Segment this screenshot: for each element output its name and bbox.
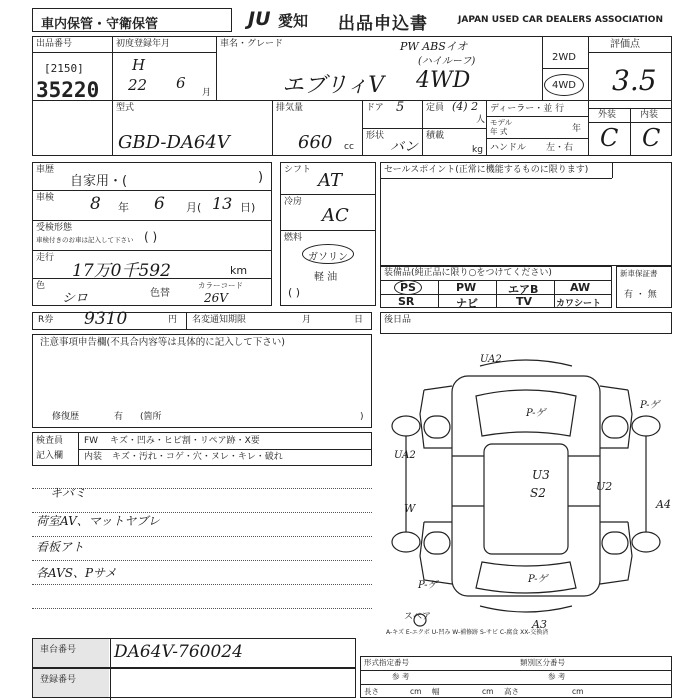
handwritten-note-4: 各AVS、Pサメ bbox=[36, 566, 117, 580]
inspection-day: 13 bbox=[212, 194, 233, 213]
color-label: 色 bbox=[36, 281, 46, 291]
load-unit: kg bbox=[472, 145, 483, 155]
displacement-value: 660 bbox=[298, 132, 333, 153]
exterior-grade: C bbox=[600, 124, 619, 152]
circle-ps bbox=[394, 280, 422, 295]
mark-a4: A4 bbox=[656, 498, 671, 511]
shape-label: 形状 bbox=[366, 131, 385, 141]
lot-number: 35220 bbox=[36, 78, 100, 102]
lot-sub-number: [2150] bbox=[44, 62, 84, 75]
plate-label: 登録番号 bbox=[40, 675, 77, 685]
mark-lower-center: P-ゲ bbox=[528, 574, 548, 585]
dealer-label: ディーラー・並 行 bbox=[490, 104, 565, 114]
stamp-box bbox=[32, 8, 232, 32]
repair-close: ) bbox=[360, 412, 364, 422]
equip-navi: ナビ bbox=[456, 297, 478, 310]
repair-value: 有 bbox=[114, 412, 124, 422]
score-value: 3.5 bbox=[612, 64, 657, 97]
capacity-label: 定員 bbox=[426, 103, 445, 113]
color-value: シロ bbox=[62, 291, 89, 306]
mileage-value: 17万0千592 bbox=[72, 261, 171, 281]
width-unit: cm bbox=[482, 687, 494, 696]
type-value: GBD-DA64V bbox=[118, 132, 230, 153]
usage-label: 車歴 bbox=[36, 165, 55, 175]
registration-era: H bbox=[132, 56, 146, 74]
year-unit: 年 bbox=[572, 124, 582, 134]
car-diagram bbox=[380, 336, 672, 636]
aircon-label: 冷房 bbox=[284, 197, 303, 207]
doors-value: 5 bbox=[396, 100, 405, 115]
spare-label: スペア bbox=[404, 612, 432, 622]
mark-ua2-left: UA2 bbox=[394, 450, 416, 461]
warranty-label: 新車保証書 bbox=[620, 269, 658, 278]
model-grade-note-2: (ハイルーフ) bbox=[418, 56, 476, 67]
load-label: 積載 bbox=[426, 131, 445, 141]
receipt-note: 車検付きのお車は記入して下さい bbox=[36, 236, 134, 244]
mark-ua2-top: UA2 bbox=[480, 354, 502, 365]
handle-options: 左・右 bbox=[546, 143, 574, 153]
repair-place: (箇所 bbox=[140, 412, 162, 422]
capacity-value: (4) 2 bbox=[452, 100, 479, 113]
aircon-value: AC bbox=[322, 205, 349, 226]
lot-label: 出品番号 bbox=[36, 39, 73, 49]
inspection-year: 8 bbox=[90, 194, 101, 214]
model-year-label-2: 年 式 bbox=[490, 127, 508, 136]
inspection-day-unit: 日) bbox=[240, 201, 256, 214]
option-4wd: 4WD bbox=[552, 80, 576, 91]
model-label: 車名・グレード bbox=[220, 39, 284, 49]
notes-label: 注意事項申告欄(不具合内容等は具体的に記入して下さい) bbox=[40, 337, 285, 348]
registration-month-unit: 月 bbox=[202, 88, 212, 98]
mileage-label: 走行 bbox=[36, 253, 55, 263]
handwritten-note-2: 荷室AV、マットヤブレ bbox=[36, 514, 160, 528]
repair-label: 修復歴 bbox=[52, 412, 80, 422]
color-code-label: カラーコード bbox=[198, 281, 243, 290]
registration-year: 22 bbox=[128, 76, 148, 94]
mark-u3: U3 bbox=[532, 468, 550, 482]
equipment-label: 装備品(純正品に限り○をつけてください) bbox=[384, 268, 552, 278]
handle-label: ハンドル bbox=[490, 143, 527, 153]
fuel-diesel: 軽 油 bbox=[314, 272, 338, 283]
inspector-label-1: 検査員 bbox=[36, 436, 64, 446]
fuel-gas: ガソリン bbox=[308, 252, 348, 263]
displacement-label: 排気量 bbox=[276, 103, 304, 113]
length-unit: cm bbox=[410, 687, 422, 696]
capacity-unit: 人 bbox=[476, 115, 486, 125]
equip-sr: SR bbox=[398, 295, 415, 308]
category-label: 類別区分番号 bbox=[520, 658, 565, 667]
mark-u2-right: U2 bbox=[596, 480, 613, 493]
doors-label: ドア bbox=[366, 103, 384, 113]
inspection-label: 車検 bbox=[36, 193, 55, 203]
height-label: 高さ bbox=[504, 687, 519, 696]
option-2wd: 2WD bbox=[552, 52, 576, 63]
repaint-label: 色替 bbox=[150, 288, 170, 299]
model-name: エブリィV bbox=[282, 73, 385, 98]
receipt-paren: ( ) bbox=[144, 230, 158, 244]
length-label: 長さ bbox=[364, 687, 379, 696]
model-year-label-1: モデル bbox=[490, 118, 513, 127]
model-grade-note-1: PW ABSイオ bbox=[400, 40, 468, 53]
interior-label: 内装 bbox=[640, 110, 659, 120]
mark-s2: S2 bbox=[530, 486, 546, 500]
damage-legend: A-キズ E-エクボ U-凹み W-補修跡 S-サビ C-腐食 XX-交換済 bbox=[386, 629, 549, 636]
name-change-month: 月 bbox=[302, 315, 312, 325]
later-items-label: 後日品 bbox=[384, 315, 412, 325]
sales-point-label: セールスポイント(正常に機能するものに限ります) bbox=[384, 165, 589, 175]
type-label: 型式 bbox=[116, 103, 135, 113]
inspection-month: 6 bbox=[154, 194, 165, 214]
warranty-options: 有 ・ 無 bbox=[624, 290, 657, 300]
inspection-month-unit: 月( bbox=[186, 201, 202, 214]
mileage-unit: km bbox=[230, 264, 248, 277]
type-designation-label: 形式指定番号 bbox=[364, 658, 409, 667]
displacement-unit: cc bbox=[344, 142, 354, 152]
later-items-block bbox=[380, 312, 672, 334]
mark-right-top: P-ゲ bbox=[640, 400, 660, 411]
fuel-paren: ( ) bbox=[288, 286, 301, 299]
interior-items: キズ・汚れ・コゲ・穴・ヌレ・キレ・破れ bbox=[112, 452, 283, 462]
r-ticket-label: R券 bbox=[38, 315, 54, 325]
exterior-label: 外装 bbox=[598, 110, 617, 120]
org-english: JAPAN USED CAR DEALERS ASSOCIATION bbox=[458, 15, 663, 25]
inspection-year-unit: 年 bbox=[118, 201, 129, 214]
circle-4wd bbox=[544, 74, 584, 96]
r-ticket-value: 9310 bbox=[84, 309, 128, 329]
equip-airbag: エアB bbox=[508, 283, 539, 296]
notes-block bbox=[32, 334, 372, 428]
registration-month: 6 bbox=[176, 74, 186, 92]
fw-label: FW bbox=[84, 436, 99, 446]
usage-value: 自家用・( bbox=[70, 174, 128, 189]
mark-roof-top: P-ゲ bbox=[526, 408, 546, 419]
fw-items: キズ・凹み・ヒビ割・リペア跡・X要 bbox=[110, 436, 260, 446]
width-label: 幅 bbox=[432, 687, 440, 696]
score-label: 評価点 bbox=[610, 39, 640, 50]
fuel-label: 燃料 bbox=[284, 233, 303, 243]
mark-lower-left: P-ゲ bbox=[418, 580, 438, 591]
ju-logo: JU bbox=[248, 8, 271, 30]
shape-value: バン bbox=[390, 139, 418, 155]
shift-label: シフト bbox=[284, 165, 312, 175]
color-code-value: 26V bbox=[204, 291, 228, 305]
chassis-label: 車台番号 bbox=[40, 645, 77, 655]
r-ticket-unit: 円 bbox=[168, 315, 178, 325]
handwritten-note-3: 看板アト bbox=[36, 540, 85, 554]
model-drive: 4WD bbox=[416, 68, 471, 93]
equip-aw: AW bbox=[570, 281, 591, 294]
stamp-title: 車内保管・守衛保管 bbox=[41, 17, 159, 32]
org-name: 愛知 bbox=[278, 12, 309, 30]
equip-pw: PW bbox=[456, 281, 477, 294]
registration-label: 初度登録年月 bbox=[116, 39, 171, 49]
chassis-value: DA64V-760024 bbox=[114, 642, 243, 662]
reference-label-2: 参 考 bbox=[548, 672, 566, 681]
shift-value: AT bbox=[318, 170, 343, 191]
interior-grade: C bbox=[642, 124, 661, 152]
reference-label-1: 参 考 bbox=[392, 672, 410, 681]
equip-leather: カワシート bbox=[556, 299, 602, 309]
usage-close: ) bbox=[258, 170, 264, 185]
form-title: 出品申込書 bbox=[338, 14, 428, 34]
mark-a3: A3 bbox=[532, 618, 547, 631]
handwritten-note-1: キバミ bbox=[50, 486, 87, 500]
name-change-label: 名変通知期限 bbox=[192, 315, 247, 325]
interior-inspect-label: 内装 bbox=[84, 452, 103, 462]
circle-gas bbox=[302, 244, 354, 264]
equip-ps: PS bbox=[400, 281, 416, 294]
receipt-label: 受検形態 bbox=[36, 223, 73, 233]
inspector-label-2: 記入欄 bbox=[36, 451, 64, 461]
equip-tv: TV bbox=[516, 295, 533, 308]
height-unit: cm bbox=[572, 687, 584, 696]
mark-w-left: W bbox=[404, 502, 416, 515]
name-change-day: 日 bbox=[354, 315, 364, 325]
